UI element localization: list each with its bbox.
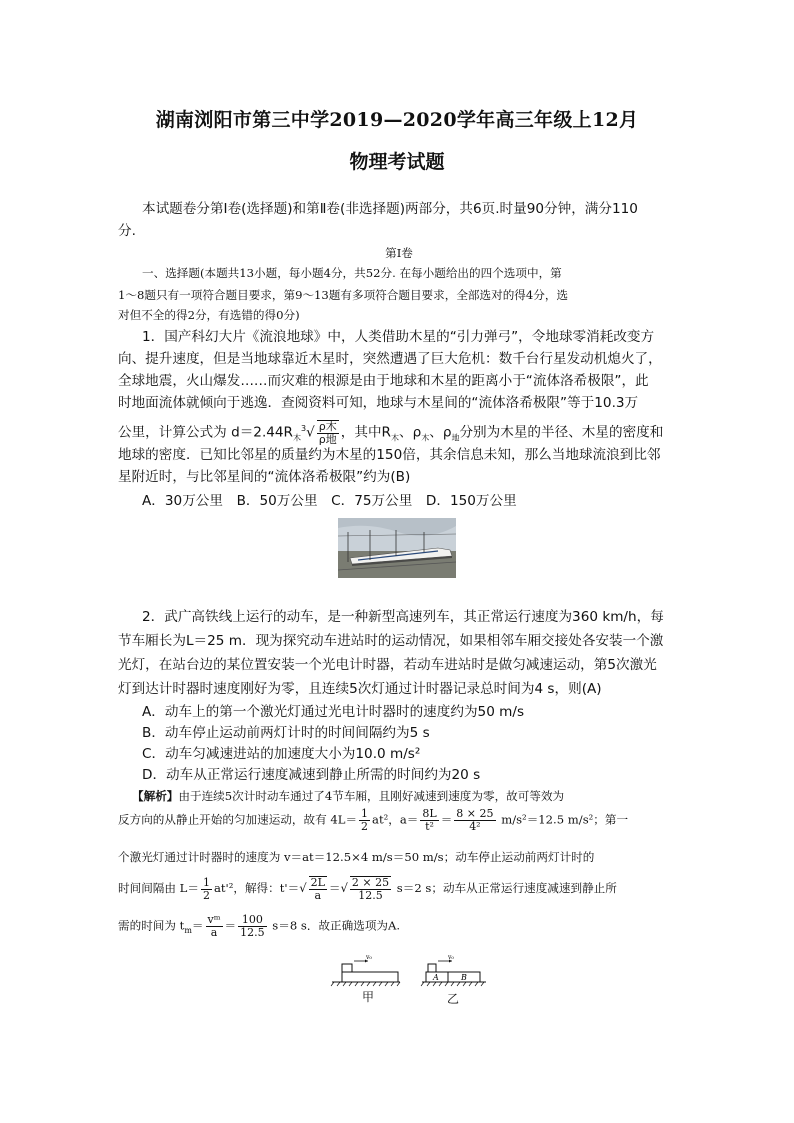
q1-line-1: 1．国产科幻大片《流浪地球》中，人类借助木星的“引力弹弓”，令地球零消耗改变方 [142, 329, 655, 345]
q2-option-d: D．动车从正常运行速度减速到静止所需的时间约为20 s [142, 767, 481, 783]
diagram-yi [421, 954, 486, 986]
q2-line-3: 光灯，在站台边的某位置安装一个光电计时器，若动车进站时是做匀减速运动，第5次激光 [118, 657, 657, 673]
root-sign: √ [306, 424, 315, 441]
density-fraction: $\frac{\text{ρ木}}{\text{ρ地}}$ [318, 419, 337, 446]
diagram-jia [331, 954, 400, 986]
analysis-line-5: 需的时间为 $t_m=$ $\frac{\text{vᵐ}}{a}$ ＝ $\frac{100}{12.5}$ s＝8 s．故正确选项为A. [118, 913, 401, 939]
block-b-label: B [461, 973, 467, 982]
q1-line-2: 向、提升速度，但是当地球靠近木星时，突然遭遇了巨大危机：数千台行星发动机熄火了， [118, 351, 662, 367]
high-speed-train-photo [338, 518, 456, 578]
q2-option-c: C．动车匀减速进站的加速度大小为10.0 m/s² [142, 746, 421, 762]
exam-subtitle: 物理考试题 [349, 151, 445, 173]
instruction-line-3: 对但不全的得2分，有选错的得0分) [118, 308, 300, 322]
exam-title: 湖南浏阳市第三中学2019—2020学年高三年级上12月 [155, 109, 639, 131]
intro-line-1: 本试题卷分第Ⅰ卷(选择题)和第Ⅱ卷(非选择题)两部分，共6页.时量90分钟，满分110 [142, 201, 638, 217]
figure-label-jia: 甲 [362, 990, 375, 1004]
q1-line-5-formula: 公里，计算公式为 $d=2.44R_木^3√$ $\frac{\text{ρ木}}{\text{ρ地}}$ ，其中$R_木$、$\rho_木$、$\rho_地$分别为木星的半径、木星的密度和 [118, 419, 664, 446]
block-a-label: A [433, 973, 439, 982]
q1-line-4: 时地面流体就倾向于逃逸．查阅资料可知，地球与木星间的“流体洛希极限”等于10.3万 [118, 395, 639, 411]
q2-line-2: 节车厢长为L＝25 m．现为探究动车进站时的运动情况，如果相邻车厢交接处各安装一个激 [118, 633, 664, 649]
train-illustration [338, 518, 456, 578]
q1-line-3: 全球地震，火山爆发……而灾难的根源是由于地球和木星的距离小于“流体洛希极限”，此 [118, 373, 649, 389]
intro-line-2: 分. [118, 223, 136, 239]
q2-option-a: A．动车上的第一个激光灯通过光电计时器时的速度约为50 m/s [142, 704, 525, 720]
v0-label-yi: v₀ [448, 954, 454, 961]
q1-line-7: 星附近时，与比邻星间的“流体洛希极限”约为(B) [118, 469, 411, 485]
analysis-line-2: 反方向的从静止开始的匀加速运动，故有 4L＝ $\frac{1}{2}$ at²，a＝ $\frac{8L}{\text{t²}}$ ＝ $\frac{8 \times 25}{\text{4²}}$ m/s²＝12.5 m/s²；第一 [118, 807, 629, 833]
v0-label-jia: v₀ [366, 954, 372, 961]
q2-line-4: 灯到达计时器时速度刚好为零，且连续5次灯通过计时器记录总时间为4 s，则(A) [118, 681, 602, 697]
instruction-line-1: 一、选择题(本题共13小题，每小题4分，共52分. 在每小题给出的四个选项中，第 [142, 266, 562, 280]
instruction-line-2: 1～8题只有一项符合题目要求，第9～13题有多项符合题目要求，全部选对的得4分，选 [118, 288, 569, 302]
analysis-line-3: 个激光灯通过计时器时的速度为 v＝at＝12.5×4 m/s＝50 m/s；动车停止运动前两灯计时的 [118, 850, 595, 864]
cube-root-index: 3 [301, 424, 307, 433]
analysis-line-4: 时间间隔由 L＝ $\frac{1}{2}$ at'²，解得：t'＝√ $\frac{2L}{a}$ ＝√ $\frac{2 \times 25}{12.5}$ s＝2 s；动车从正常运行速度减速到静止所 [118, 875, 617, 902]
q2-option-b: B．动车停止运动前两灯计时的时间间隔约为5 s [142, 725, 430, 741]
analysis-line-1: 【解析】由于连续5次计时动车通过了4节车厢，且刚好减速到速度为零，故可等效为 [132, 789, 565, 803]
figure-label-yi: 乙 [447, 992, 460, 1006]
q1-line-6: 地球的密度．已知比邻星的质量约为木星的150倍，其余信息未知，那么当地球流浪到比邻 [118, 447, 661, 463]
analysis-label: 【解析】 [132, 789, 179, 803]
block-diagram [328, 952, 488, 988]
section-heading: 第Ⅰ卷 [385, 246, 413, 260]
q1-options: A．30万公里 B．50万公里 C．75万公里 D．150万公里 [142, 493, 517, 509]
q2-line-1: 2．武广高铁线上运行的动车，是一种新型高速列车，其正常运行速度为360 km/h，每 [142, 609, 664, 625]
